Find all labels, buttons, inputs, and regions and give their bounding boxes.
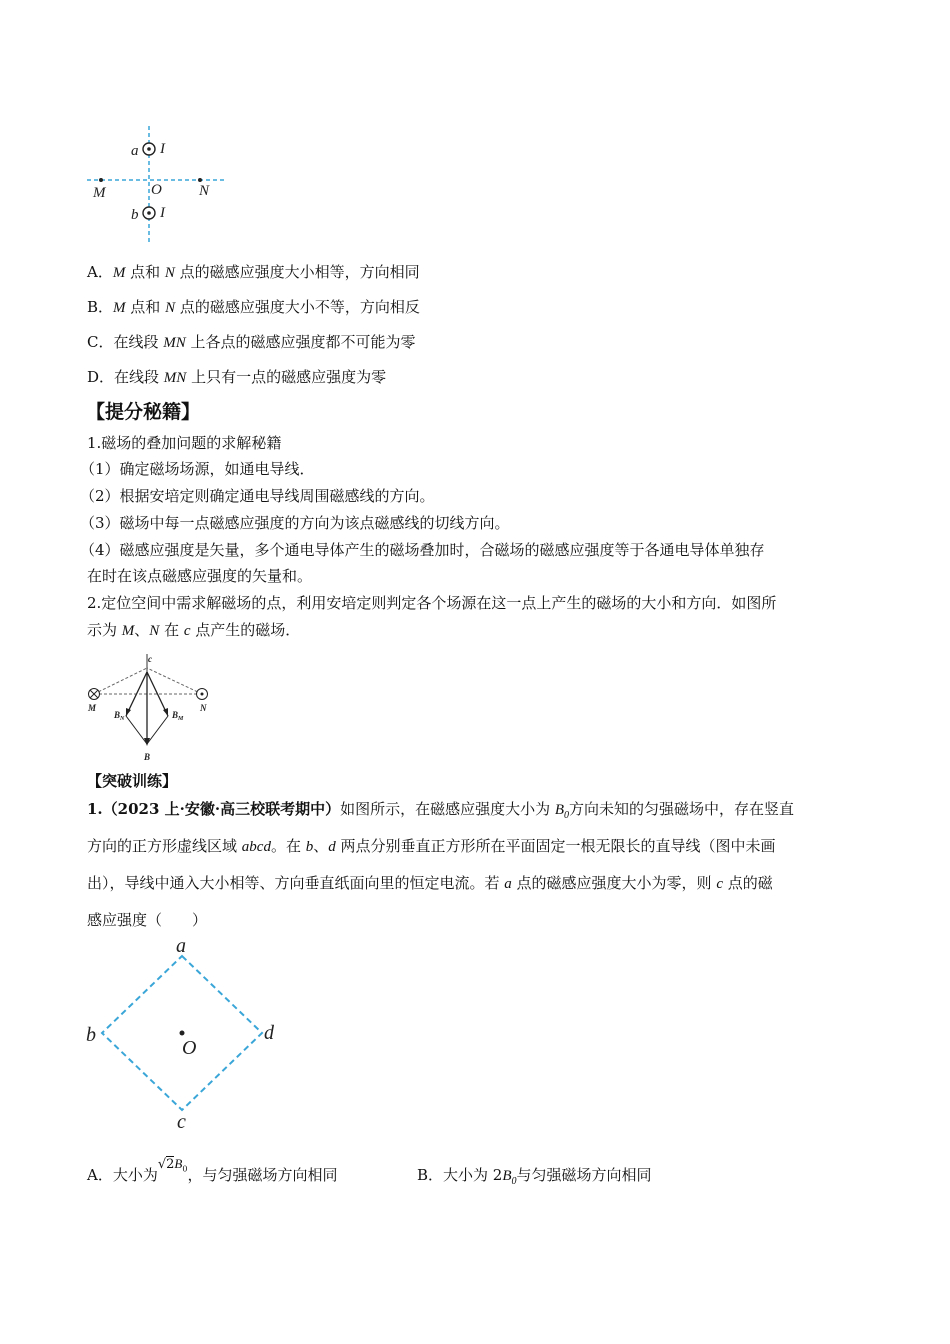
option-b-n: N bbox=[165, 300, 176, 316]
q1-option-a-prefix: A．大小为 bbox=[87, 1166, 158, 1184]
p6b-n: N bbox=[149, 623, 160, 639]
parallelogram-side-2 bbox=[147, 716, 168, 744]
fig2-label-c: c bbox=[148, 654, 152, 664]
question-number: 1. bbox=[87, 800, 103, 818]
p6b-mid: 在 bbox=[159, 621, 184, 639]
vector-bn-arrowhead bbox=[126, 708, 131, 716]
question-abcd: abcd bbox=[241, 839, 271, 855]
question-text-2c: 、 bbox=[313, 837, 329, 855]
option-a[interactable] bbox=[87, 262, 420, 283]
label-o: O bbox=[151, 182, 162, 198]
q1-option-b-sub: 0 bbox=[511, 1176, 517, 1187]
option-d[interactable] bbox=[87, 367, 386, 388]
q1-option-a[interactable] bbox=[87, 1156, 338, 1192]
p6b-rest: 点产生的磁场． bbox=[190, 621, 301, 639]
question-source: （2023 上·安徽·高三校联考期中） bbox=[102, 800, 341, 818]
q1-option-b-text: 与匀强磁场方向相同 bbox=[516, 1166, 652, 1184]
option-d-text: 上只有一点的磁感应强度为零 bbox=[186, 368, 387, 386]
fig2-label-b: B bbox=[144, 752, 151, 762]
wire-a-symbol bbox=[143, 143, 155, 155]
q1-option-a-text: ，与匀强磁场方向相同 bbox=[187, 1166, 338, 1184]
figure-vector-superposition bbox=[84, 650, 216, 766]
option-a-prefix: A． bbox=[87, 263, 113, 281]
question-text-3b: 点的磁感应强度大小为零，则 bbox=[511, 874, 717, 892]
fig3-label-d: d bbox=[264, 1022, 274, 1044]
question-line-2 bbox=[87, 836, 776, 857]
p6b-sep: 、 bbox=[134, 621, 150, 639]
label-i-bottom: I bbox=[160, 205, 165, 221]
question-text-1c: 方向未知的匀强磁场中，存在竖直 bbox=[569, 800, 795, 818]
fig2-label-bm: $B_M$ bbox=[172, 710, 184, 722]
figure-wires-mn bbox=[85, 124, 235, 246]
question-d: d bbox=[328, 839, 336, 855]
fig3-label-c: c bbox=[177, 1111, 186, 1133]
fig3-label-a: a bbox=[176, 935, 186, 957]
tips-paragraph-6a: 2.定位空间中需求解磁场的点，利用安培定则判定各个场源在这一点上产生的磁场的大小和方向．如图所 bbox=[87, 594, 777, 612]
option-b-mid: 点和 bbox=[125, 298, 166, 316]
p6b-c: c bbox=[183, 623, 191, 639]
tips-paragraph-3: （2）根据安培定则确定通电导线周围磁感线的方向。 bbox=[80, 487, 435, 505]
question-text-3a: 出），导线中通入大小相等、方向垂直纸面向里的恒定电流。若 bbox=[87, 874, 505, 892]
tips-paragraph-6b bbox=[87, 620, 300, 641]
point-n-dot bbox=[198, 178, 202, 182]
question-text-2a: 方向的正方形虚线区域 bbox=[87, 837, 242, 855]
wire-n-out-of-page-symbol bbox=[197, 689, 208, 700]
option-d-mn: MN bbox=[163, 370, 187, 386]
fig3-label-o: O bbox=[182, 1037, 197, 1059]
option-a-n: N bbox=[164, 265, 175, 281]
p6b-pre: 示为 bbox=[87, 621, 122, 639]
center-dot bbox=[180, 1031, 185, 1036]
q1-option-a-b: B bbox=[174, 1156, 183, 1171]
label-i-top: I bbox=[160, 141, 165, 157]
option-a-mid: 点和 bbox=[125, 263, 165, 281]
question-text-2e: 两点分别垂直正方形所在平面固定一根无限长的直导线（图中未画 bbox=[335, 837, 776, 855]
tips-paragraph-5a: （4）磁感应强度是矢量，多个通电导体产生的磁场叠加时，合磁场的磁感应强度等于各通电导体单独存 bbox=[80, 541, 765, 559]
option-c-text: 上各点的磁感应强度都不可能为零 bbox=[185, 333, 416, 351]
label-m: M bbox=[93, 185, 106, 201]
option-c[interactable] bbox=[87, 332, 416, 353]
figure-square-abcd bbox=[80, 932, 290, 1144]
wire-b-symbol bbox=[143, 207, 155, 219]
option-a-text: 点的磁感应强度大小相等，方向相同 bbox=[174, 263, 420, 281]
fig3-label-b: b bbox=[86, 1024, 96, 1046]
tips-heading: 【提分秘籍】 bbox=[86, 401, 201, 423]
question-b0: B bbox=[554, 802, 565, 818]
question-text-1a: 如图所示，在磁感应强度大小为 bbox=[340, 800, 555, 818]
fig2-label-n: N bbox=[200, 703, 207, 713]
option-b-m: M bbox=[113, 300, 126, 316]
question-text-3d: 点的磁 bbox=[723, 874, 773, 892]
sqrt-symbol: √ bbox=[157, 1157, 167, 1172]
option-b-text: 点的磁感应强度大小不等，方向相反 bbox=[175, 298, 420, 316]
option-c-prefix: C．在线段 bbox=[87, 333, 164, 351]
label-a: a bbox=[131, 143, 139, 159]
point-m-dot bbox=[99, 178, 103, 182]
q1-option-b-prefix: B．大小为 2 bbox=[417, 1166, 503, 1184]
question-b: b bbox=[305, 839, 314, 855]
option-a-m: M bbox=[112, 265, 126, 281]
option-c-mn: MN bbox=[163, 335, 186, 351]
sqrt-radicand: 2 bbox=[166, 1157, 175, 1172]
q1-option-a-value bbox=[158, 1154, 188, 1180]
parallelogram-side-1 bbox=[126, 716, 147, 744]
tips-paragraph-2: （1）确定磁场场源，如通电导线． bbox=[80, 460, 315, 478]
question-line-3 bbox=[87, 873, 773, 894]
option-d-prefix: D．在线段 bbox=[87, 368, 164, 386]
question-line-1 bbox=[87, 799, 794, 826]
label-n: N bbox=[199, 183, 210, 199]
q1-option-a-sub: 0 bbox=[182, 1164, 188, 1174]
q1-option-b[interactable] bbox=[417, 1165, 652, 1192]
q1-option-b-b: B bbox=[502, 1168, 512, 1184]
tips-paragraph-4: （3）磁场中每一点磁感应强度的方向为该点磁感线的切线方向。 bbox=[80, 514, 510, 532]
tips-paragraph-1: 1.磁场的叠加问题的求解秘籍 bbox=[87, 434, 282, 452]
p6b-m: M bbox=[121, 623, 135, 639]
training-heading: 【突破训练】 bbox=[87, 772, 178, 790]
label-b: b bbox=[131, 207, 139, 223]
question-a: a bbox=[504, 876, 512, 892]
question-b0-sub: 0 bbox=[564, 810, 570, 821]
question-c: c bbox=[716, 876, 723, 892]
fig2-label-m: M bbox=[88, 703, 97, 713]
fig2-label-bn: $B_N$ bbox=[114, 710, 125, 722]
vector-bm-arrowhead bbox=[163, 708, 168, 716]
option-b[interactable] bbox=[87, 297, 420, 318]
tips-paragraph-5b: 在时在该点磁感应强度的矢量和。 bbox=[87, 567, 313, 585]
option-b-prefix: B． bbox=[87, 298, 114, 316]
question-text-2b: 。在 bbox=[270, 837, 306, 855]
wire-m-into-page-symbol bbox=[89, 689, 100, 700]
question-line-4: 感应强度（ ） bbox=[87, 911, 208, 929]
